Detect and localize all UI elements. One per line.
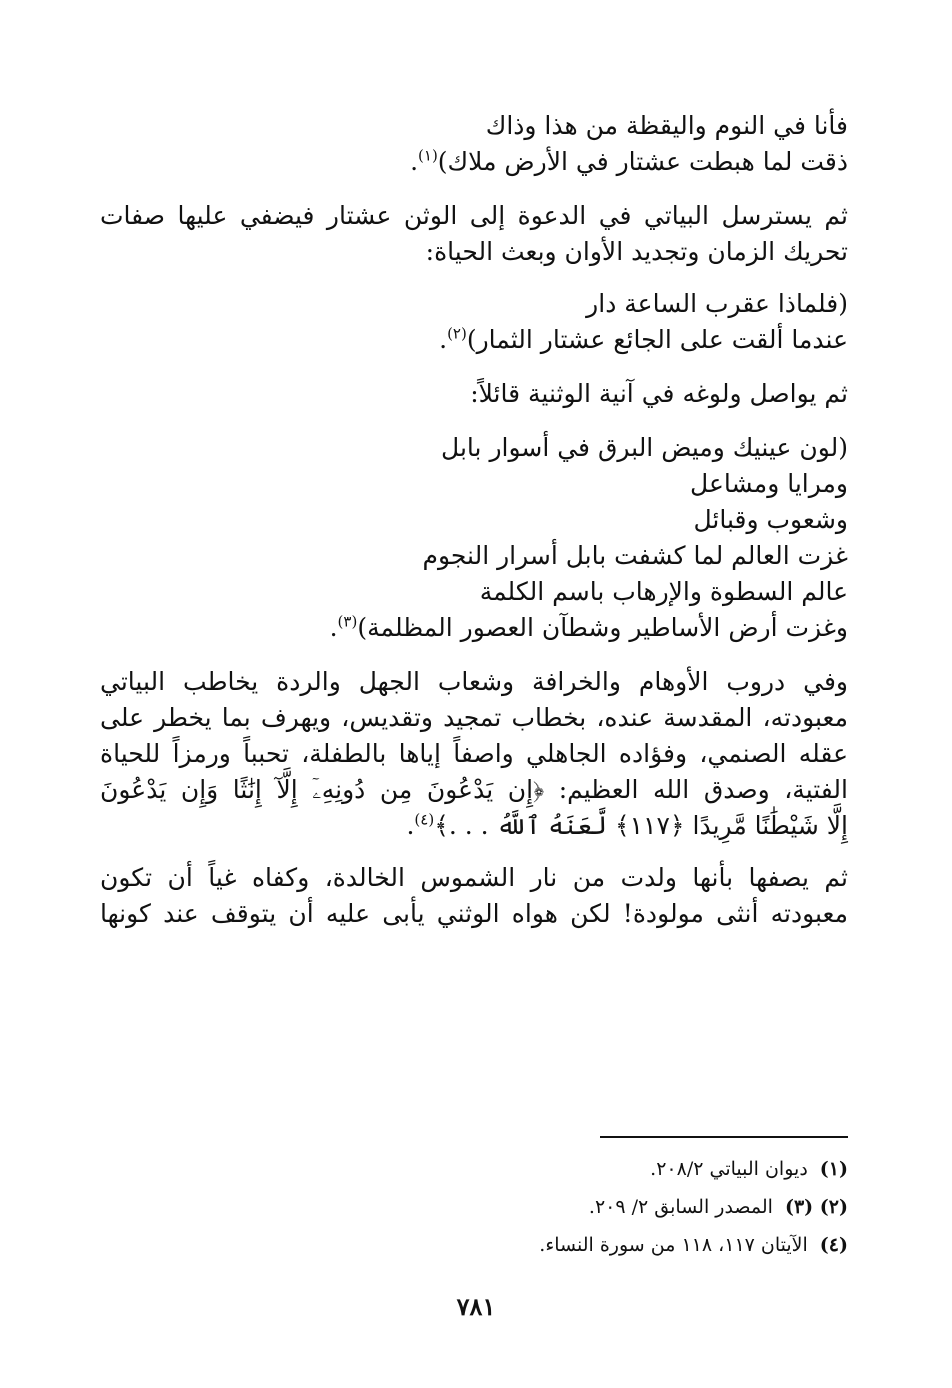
footnote-item — [248, 1188, 848, 1226]
verse-text: عندما ألقت على الجائع عشتار الثمار) — [466, 325, 848, 354]
verse-line: غزت العالم لما كشفت بابل أسرار النجوم — [422, 541, 848, 570]
paragraph-3 — [100, 664, 848, 844]
quran-verse: إِلَّا شَيْطَٰنًا مَّرِيدًا ﴿١١٧﴾ لَّعَنَهُ ٱللَّهُ . . .﴾ — [434, 811, 848, 840]
page-number: ٧٨١ — [456, 1292, 496, 1321]
footnote-text: الآيتان ١١٧، ١١٨ من سورة النساء. — [539, 1234, 808, 1256]
footnote-separator — [600, 1136, 848, 1138]
verse-line: فأنا في النوم واليقظة من هذا وذاك — [485, 111, 848, 140]
footnote-marker: (٤) — [414, 810, 435, 829]
paragraph-line: وفي دروب الأوهام والخرافة وشعاب الجهل والردة يخاطب البياتي — [100, 667, 848, 696]
verse-text: ذقت لما هبطت عشتار في الأرض ملاك) — [437, 147, 848, 176]
verse-line: (لون عينيك وميض البرق في أسوار بابل — [441, 433, 848, 462]
footnote-number: (٤) — [819, 1234, 848, 1256]
paragraph-line: ثم يسترسل البياتي في الدعوة إلى الوثن عشتار فيضفي عليها صفات — [100, 201, 848, 230]
paragraph-line: عقله الصنمي، وفؤاده الجاهلي واصفاً إياها بالطفلة، تحبباً ورمزاً للحياة — [100, 739, 848, 768]
footnote-number: (١) — [819, 1158, 848, 1180]
paragraph-line: ثم يصفها بأنها ولدت من نار الشموس الخالدة، وكفاه غياً أن تكون — [100, 863, 848, 892]
paragraph-line: الفتية، وصدق الله العظيم: ﴿إِن يَدْعُونَ مِن دُونِهِۦٓ إِلَّآ إِنَٰثًا وَإِن يَدْعُونَ — [100, 775, 848, 804]
paragraph-1 — [100, 198, 848, 270]
footnote-text: ديوان البياتي ٢٠٨/٢. — [650, 1158, 808, 1180]
paragraph-4 — [100, 860, 848, 932]
verse-block-1 — [100, 108, 848, 180]
verse-text: وغزت أرض الأساطير وشطآن العصور المظلمة) — [357, 613, 848, 642]
paragraph-line: تحريك الزمان وتجديد الأوان وبعث الحياة: — [425, 237, 848, 266]
verse-block-2 — [100, 286, 848, 358]
verse-line: ذقت لما هبطت عشتار في الأرض ملاك)$^{(١)}$. — [410, 146, 848, 176]
footnote-text: المصدر السابق ٢/ ٢٠٩. — [588, 1196, 773, 1218]
paragraph-line: معبودته، المقدسة عنده، بخطاب تمجيد وتقديس، ويهرف بما يخطر على — [100, 703, 848, 732]
footnote-marker: (١) — [418, 146, 438, 165]
footnote-number: (٢) (٣) — [784, 1196, 848, 1218]
verse-line: (فلماذا عقرب الساعة دار — [586, 289, 848, 318]
verse-line: ومرايا ومشاعل — [690, 469, 848, 498]
verse-line: وشعوب وقبائل — [693, 505, 848, 534]
footnote-marker: (٢) — [447, 324, 467, 343]
verse-line: وغزت أرض الأساطير وشطآن العصور المظلمة)$^{(٣)}$. — [329, 612, 848, 642]
paragraph-line: إِلَّا شَيْطَٰنًا مَّرِيدًا ﴿١١٧﴾ لَّعَنَهُ ٱللَّهُ . . .﴾$^{(٤)}$. — [406, 810, 848, 840]
page-body — [100, 108, 848, 948]
verse-block-3 — [100, 430, 848, 646]
paragraph-line: معبودته أنثى مولودة! لكن هواه الوثني يأبى عليه أن يتوقف عند كونها — [100, 899, 848, 928]
footnote-item — [248, 1150, 848, 1188]
paragraph-line: ثم يواصل ولوغه في آنية الوثنية قائلاً: — [470, 379, 848, 408]
footnotes — [248, 1150, 848, 1264]
verse-line: عندما ألقت على الجائع عشتار الثمار)$^{(٢)}$. — [439, 324, 848, 354]
verse-line: عالم السطوة والإرهاب باسم الكلمة — [479, 577, 848, 606]
footnote-item — [248, 1226, 848, 1264]
paragraph-2 — [100, 376, 848, 412]
footnote-marker: (٣) — [337, 612, 358, 631]
